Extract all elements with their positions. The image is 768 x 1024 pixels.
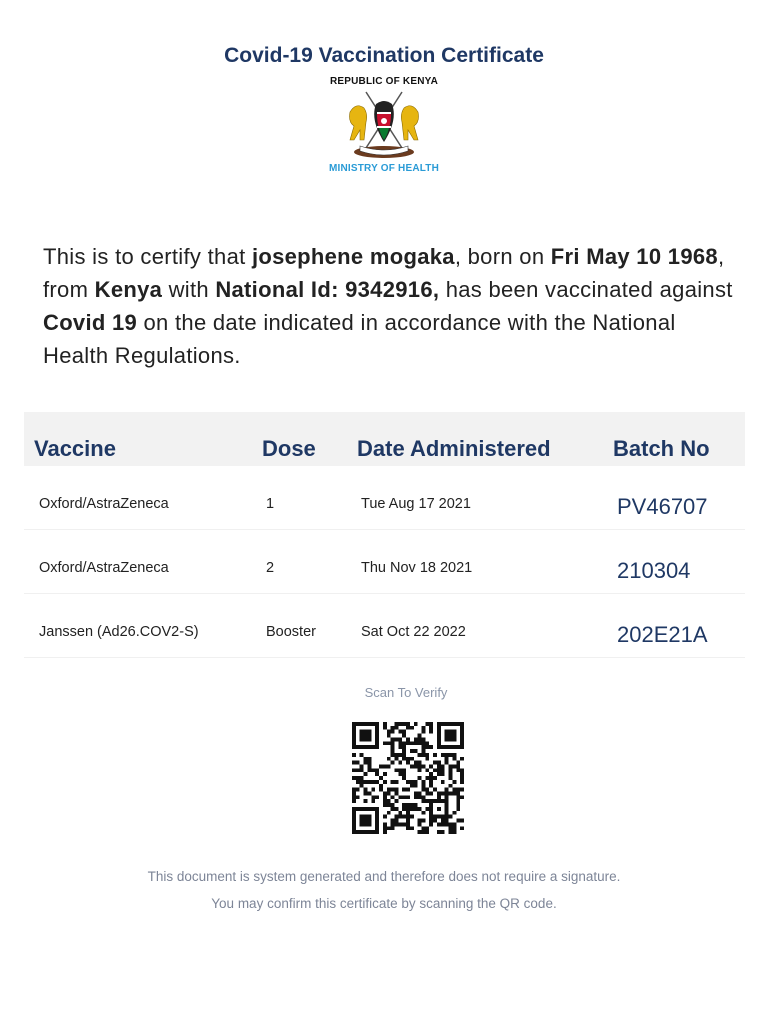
footer-qr-confirm-note: You may confirm this certificate by scanning the QR code. [211, 896, 557, 911]
batch-cell: 210304 [617, 558, 691, 583]
scan-to-verify-label: Scan To Verify [364, 685, 448, 700]
date-cell: Sat Oct 22 2022 [361, 624, 466, 640]
date-cell: Tue Aug 17 2021 [361, 496, 471, 512]
header-batch-no: Batch No [613, 436, 710, 461]
dose-cell: Booster [266, 624, 316, 640]
table-header [24, 412, 745, 466]
batch-cell: PV46707 [617, 494, 708, 519]
batch-cell: 202E21A [617, 622, 708, 647]
kenya-coat-of-arms-logo [336, 86, 432, 162]
vaccine-cell: Janssen (Ad26.COV2-S) [39, 624, 199, 640]
vaccine-cell: Oxford/AstraZeneca [39, 560, 169, 576]
disease: Covid 19 [43, 310, 138, 335]
date-of-birth: Fri May 10 1968 [550, 244, 718, 269]
header-dose: Dose [262, 436, 316, 461]
vaccine-cell: Oxford/AstraZeneca [39, 496, 169, 512]
national-id: National Id: 9342916, [215, 277, 440, 302]
date-cell: Thu Nov 18 2021 [361, 560, 473, 576]
header-date-administered: Date Administered [357, 436, 551, 461]
header-vaccine: Vaccine [34, 436, 116, 461]
dose-cell: 1 [266, 496, 275, 512]
table-row [24, 594, 745, 658]
ministry-label: MINISTRY OF HEALTH [328, 163, 440, 174]
footer-system-generated-note: This document is system generated and therefore does not require a signature. [147, 869, 621, 884]
republic-label: REPUBLIC OF KENYA [329, 76, 439, 87]
country: Kenya [94, 277, 163, 302]
certification-statement: This is to certify that josephene mogaka, born on Fri May 10 1968, from Kenya with National Id: 9342916, has been vaccinated against Covid 19 on the date indicated in accordance with the National Health Regulations. [43, 244, 733, 368]
verification-qr-code[interactable] [349, 722, 467, 834]
vaccination-table [24, 412, 745, 658]
certificate-title: Covid-19 Vaccination Certificate [224, 44, 544, 67]
table-row [24, 466, 745, 530]
table-row [24, 530, 745, 594]
holder-name: josephene mogaka [251, 244, 455, 269]
dose-cell: 2 [266, 560, 275, 576]
